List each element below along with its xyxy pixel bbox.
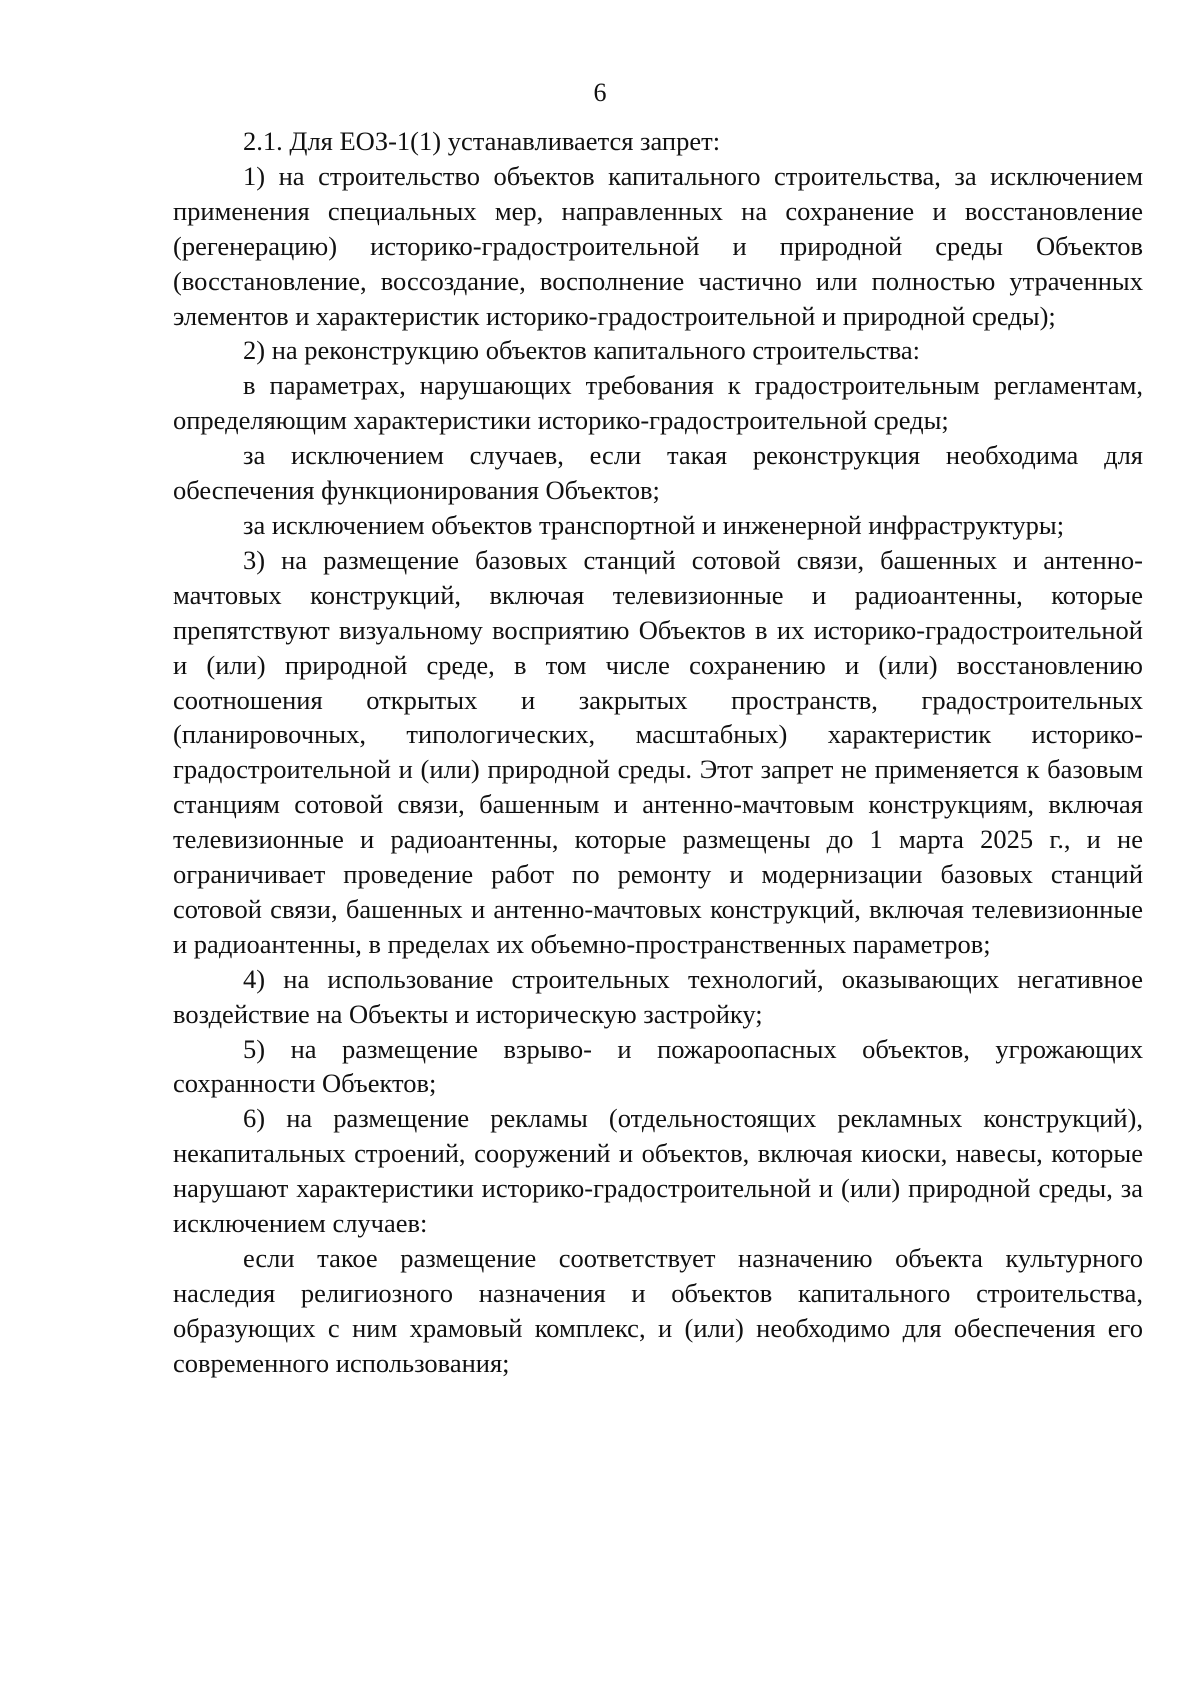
document-body — [173, 124, 1143, 1381]
paragraph-item-1: 1) на строительство объектов капитального строительства, за исключением применения специальных мер, направленных на сохранение и восстановление (регенерацию) историко-градостроительной и природной среды Объектов (восстановление, воссоздание, восполнение частично или полностью утраченных элементов и характеристик историко-градостроительной и природной среды); — [173, 160, 1143, 331]
paragraph-item-2: 2) на реконструкцию объектов капитального строительства: — [243, 335, 921, 366]
paragraph-item-5: 5) на размещение взрыво- и пожароопасных объектов, угрожающих сохранности Объектов; — [173, 1033, 1143, 1099]
paragraph-item-6-exception-religious: если такое размещение соответствует назначению объекта культурного наследия религиозного назначения и объектов капитального строительства, образующих с ним храмовый комплекс, и (или) необходимо для обеспечения его современного использования; — [173, 1243, 1143, 1378]
page-number: 6 — [593, 78, 607, 107]
paragraph-item-3: 3) на размещение базовых станций сотовой связи, башенных и антенно-мачтовых конструкций, включая телевизионные и радиоантенны, которые препятствуют визуальному восприятию Объектов в их историко-градостроительной и (или) природной среде, в том числе сохранению и (или) восстановлению соотношения открытых и закрытых пространств, градостроительных (планировочных, типологических, масштабных) характеристик историко-градостроительной и (или) природной среды. Этот запрет не применяется к базовым станциям сотовой связи, башенным и антенно-мачтовым конструкциям, включая телевизионные и радиоантенны, которые размещены до 1 марта 2025 г., и не ограничивает проведение работ по ремонту и модернизации базовых станций сотовой связи, башенных и антенно-мачтовых конструкций, включая телевизионные и радиоантенны, в пределах их объемно-пространственных параметров; — [173, 544, 1143, 959]
paragraph-2-1-heading: 2.1. Для ЕОЗ-1(1) устанавливается запрет: — [243, 126, 721, 156]
paragraph-item-2-exception-functioning: за исключением случаев, если такая реконструкция необходима для обеспечения функционирования Объектов; — [173, 440, 1143, 506]
paragraph-item-4: 4) на использование строительных технологий, оказывающих негативное воздействие на Объекты и историческую застройку; — [173, 963, 1143, 1029]
paragraph-item-2-exception-infrastructure: за исключением объектов транспортной и инженерной инфраструктуры; — [243, 509, 1065, 540]
paragraph-item-2-parameters: в параметрах, нарушающих требования к градостроительным регламентам, определяющим характеристики историко-градостроительной среды; — [173, 370, 1143, 436]
paragraph-item-6: 6) на размещение рекламы (отдельностоящих рекламных конструкций), некапитальных строений, сооружений и объектов, включая киоски, навесы, которые нарушают характеристики историко-градостроительной и (или) природной среды, за исключением случаев: — [173, 1103, 1143, 1239]
